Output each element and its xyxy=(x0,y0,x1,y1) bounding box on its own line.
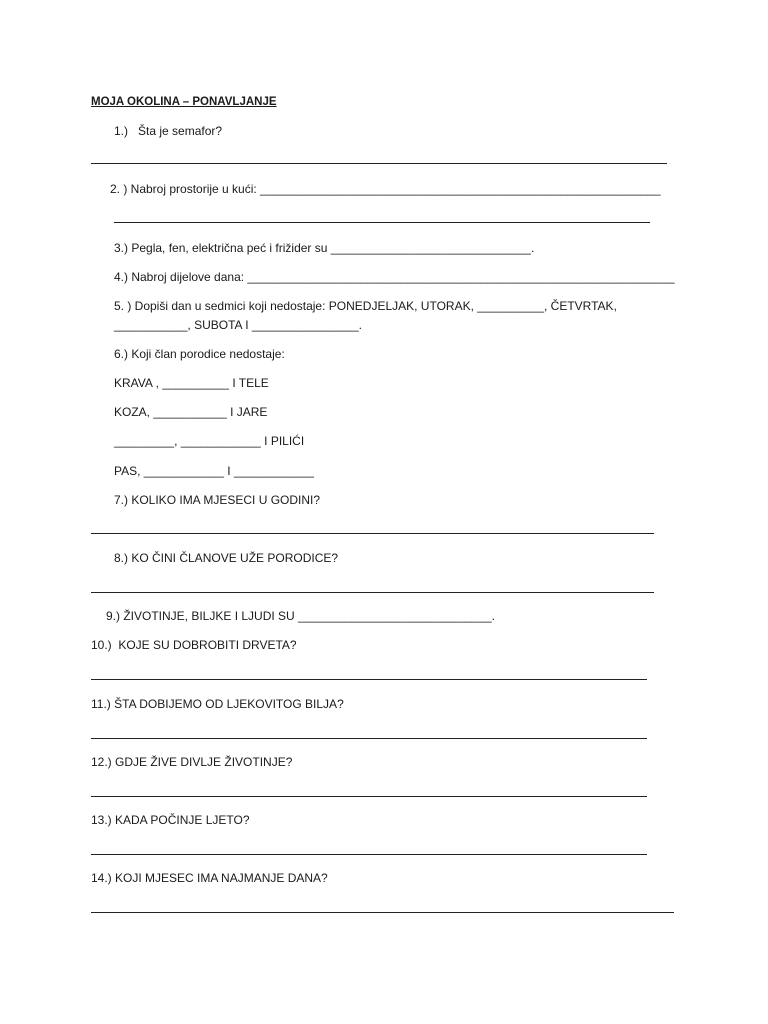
question-5-line-1: 5. ) Dopiši dan u sedmici koji nedostaje: PONEDJELJAK, UTORAK, __________, ČETVRTAK, xyxy=(114,299,617,313)
question-6-pas: PAS, ____________ I ____________ xyxy=(114,464,314,478)
question-4: 4.) Nabroj dijelove dana: ________________________________________________________________ xyxy=(114,270,675,284)
question-5-line-2: ___________, SUBOTA I ________________. xyxy=(114,318,362,332)
question-1: 1.) Šta je semafor? xyxy=(114,124,223,138)
question-6-koza: KOZA, ___________ I JARE xyxy=(114,405,268,419)
question-11: 11.) ŠTA DOBIJEMO OD LJEKOVITOG BILJA? xyxy=(91,697,344,711)
question-10: 10.) KOJE SU DOBROBITI DRVETA? xyxy=(91,638,297,652)
question-13: 13.) KADA POČINJE LJETO? xyxy=(91,813,250,827)
answer-line-13[interactable] xyxy=(91,854,647,855)
answer-line-10[interactable] xyxy=(91,679,647,680)
answer-line-14[interactable] xyxy=(91,912,674,913)
question-14: 14.) KOJI MJESEC IMA NAJMANJE DANA? xyxy=(91,871,328,885)
question-3: 3.) Pegla, fen, električna peć i frižider su ______________________________. xyxy=(114,241,535,255)
question-8: 8.) KO ČINI ČLANOVE UŽE PORODICE? xyxy=(114,551,339,565)
question-7: 7.) KOLIKO IMA MJESECI U GODINI? xyxy=(114,493,321,507)
answer-line-11[interactable] xyxy=(91,738,647,739)
answer-line-7[interactable] xyxy=(91,533,654,534)
question-2: 2. ) Nabroj prostorije u kući: ____________________________________________________________ xyxy=(110,182,661,196)
answer-line-1[interactable] xyxy=(91,163,667,164)
question-9: 9.) ŽIVOTINJE, BILJKE I LJUDI SU _____________________________. xyxy=(106,609,495,623)
question-12: 12.) GDJE ŽIVE DIVLJE ŽIVOTINJE? xyxy=(91,755,293,769)
answer-line-12[interactable] xyxy=(91,796,647,797)
question-6: 6.) Koji član porodice nedostaje: xyxy=(114,347,285,361)
question-6-pilici: _________, ____________ I PILIĆI xyxy=(114,434,305,448)
question-6-krava: KRAVA , __________ I TELE xyxy=(114,376,269,390)
answer-line-8[interactable] xyxy=(91,592,654,593)
answer-line-2[interactable] xyxy=(114,222,650,223)
page-title: MOJA OKOLINA – PONAVLJANJE xyxy=(91,96,277,108)
